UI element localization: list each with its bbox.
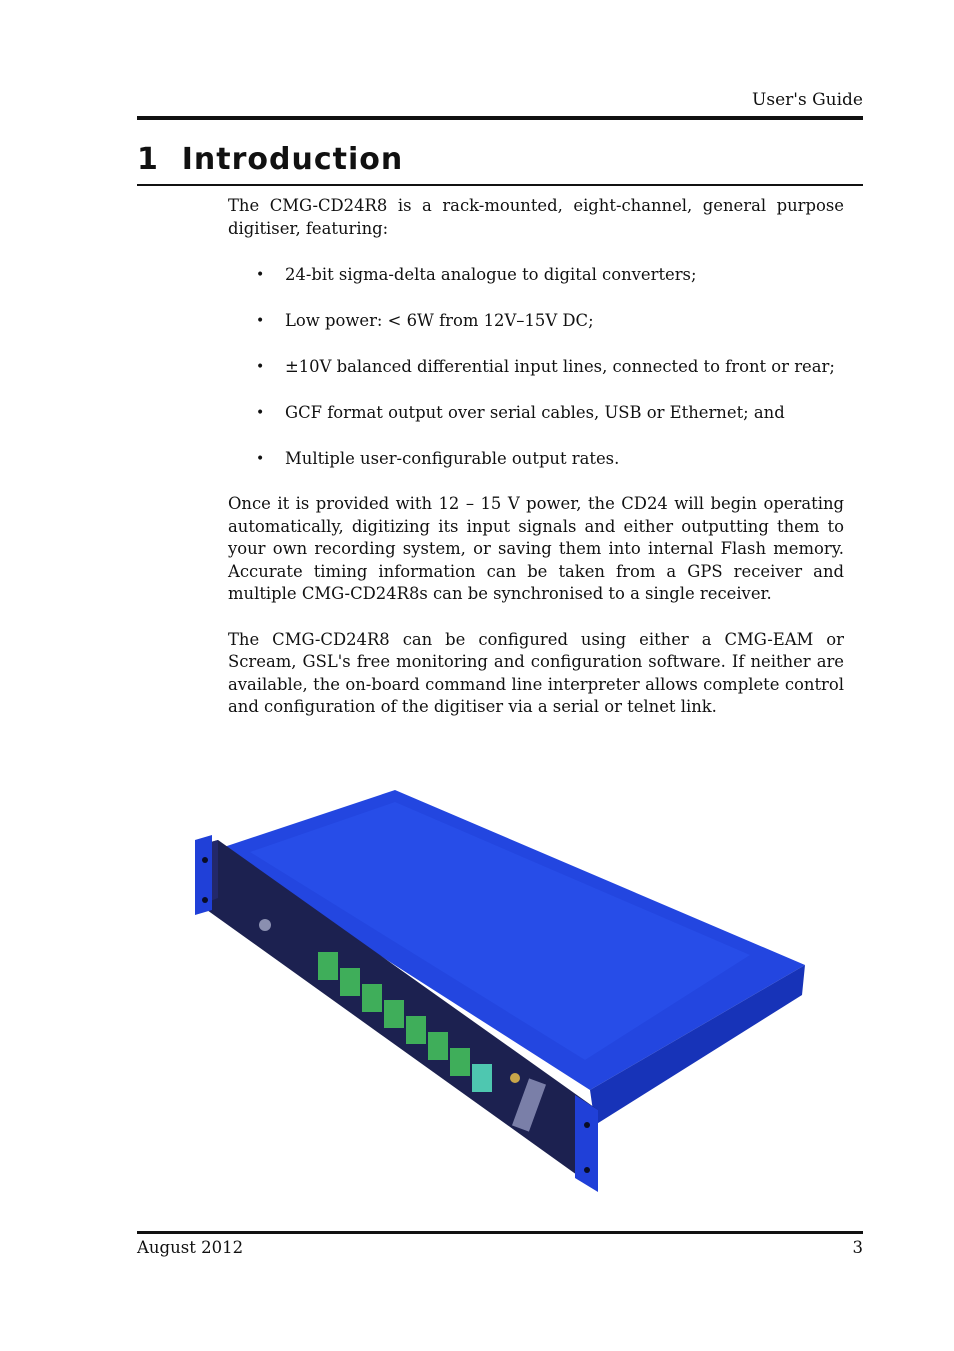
footer-rule — [137, 1231, 863, 1234]
operation-paragraph: Once it is provided with 12 – 15 V power, the CD24 will begin operating automatically, digitizing its input signals and either outputting them to your own recording system, or saving them into internal Flash memory. Accurate timing information can be taken from a GPS receiver and multiple CMG-CD24R8s can be synchronised to a single receiver. — [228, 494, 844, 603]
running-header: User's Guide — [752, 90, 863, 110]
list-item: • GCF format output over serial cables, USB or Ethernet; and — [228, 402, 844, 425]
chapter-title: Introduction — [181, 142, 404, 177]
list-item: • ±10V balanced differential input lines, connected to front or rear; — [228, 356, 844, 379]
chapter-heading — [137, 142, 863, 177]
connector-icon — [259, 919, 271, 931]
indicator-icon — [510, 1073, 520, 1083]
body-text — [228, 195, 844, 719]
header-rule — [137, 116, 863, 120]
list-item: • Low power: < 6W from 12V–15V DC; — [228, 310, 844, 333]
digitiser-photo — [190, 780, 810, 1200]
bullet-icon: • — [256, 266, 265, 283]
list-item: • Multiple user-configurable output rates. — [228, 448, 844, 471]
chapter-rule — [137, 184, 863, 186]
bullet-icon: • — [256, 358, 265, 375]
page-number: 3 — [852, 1238, 863, 1257]
list-item: • 24-bit sigma-delta analogue to digital converters; — [228, 264, 844, 287]
bullet-icon: • — [256, 312, 265, 329]
chapter-number: 1 — [137, 142, 159, 177]
rack-ear — [195, 835, 212, 915]
feature-list — [228, 264, 844, 471]
bullet-icon: • — [256, 450, 265, 467]
bullet-icon: • — [256, 404, 265, 421]
configuration-paragraph: The CMG-CD24R8 can be configured using either a CMG-EAM or Scream, GSL's free monitoring and configuration software. If neither are available, the on-board command line interpreter allows complete control and configuration of the digitiser via a serial or telnet link. — [228, 629, 844, 716]
rack-ear — [575, 1095, 598, 1192]
footer-date: August 2012 — [137, 1238, 244, 1257]
intro-paragraph: The CMG-CD24R8 is a rack-mounted, eight-channel, general purpose digitiser, featuring: — [228, 196, 844, 238]
